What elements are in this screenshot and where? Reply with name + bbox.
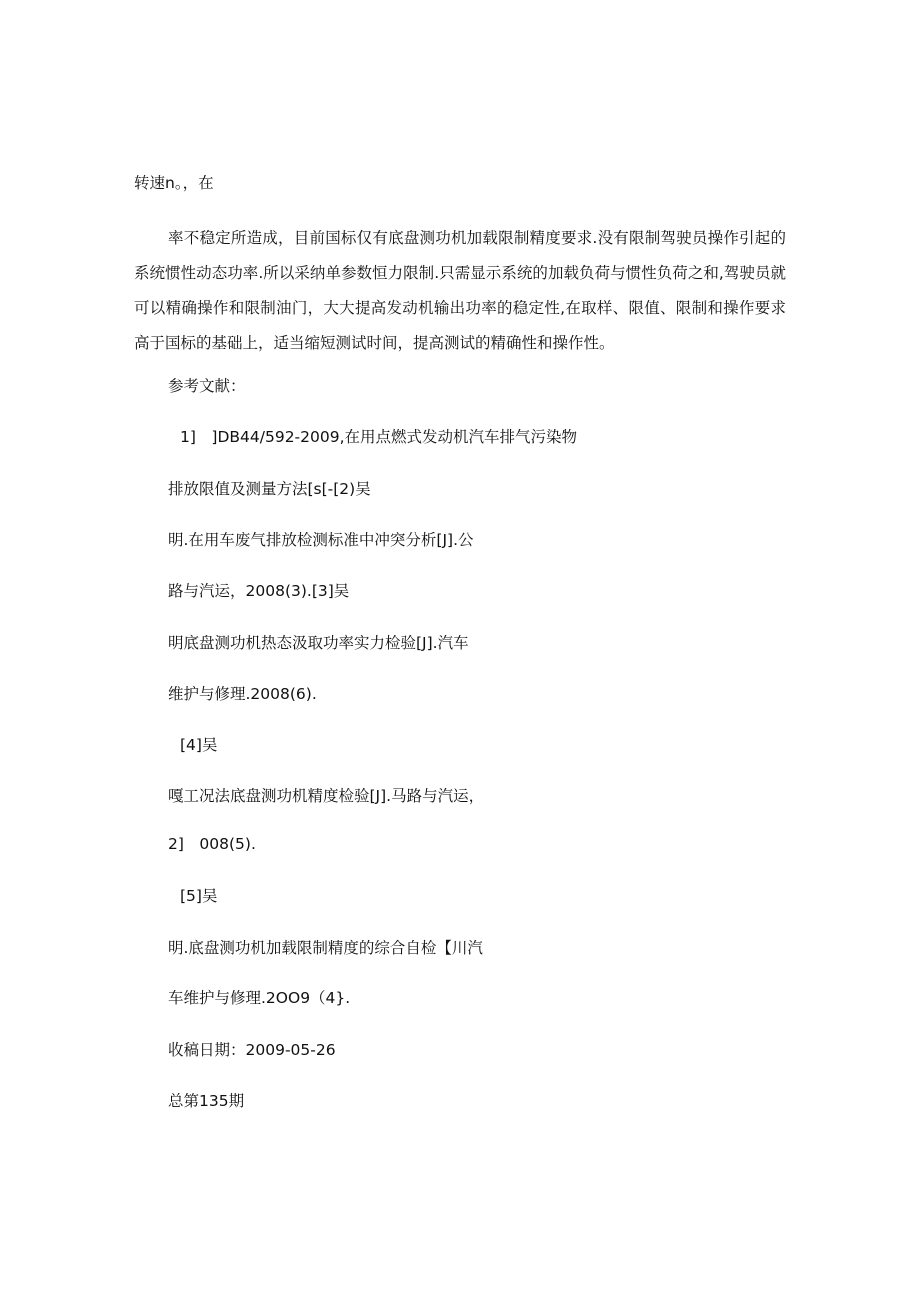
reference-line: 2] 008(5). bbox=[168, 835, 256, 853]
top-line: 转速n。，在 bbox=[134, 174, 214, 192]
references-heading: 参考文献： bbox=[168, 377, 246, 395]
reference-line: [5]吴 bbox=[180, 887, 218, 905]
reference-line: 明.底盘测功机加载限制精度的综合自检【川汽 bbox=[168, 939, 483, 957]
reference-line: 明.在用车废气排放检测标准中冲突分析[J].公 bbox=[168, 531, 474, 549]
reference-line: 车维护与修理.2OO9（4}. bbox=[168, 989, 351, 1007]
issue-number: 总第135期 bbox=[168, 1092, 245, 1110]
reference-line: 明底盘测功机热态汲取功率实力检验[J].汽车 bbox=[168, 634, 469, 652]
reference-line: [4]吴 bbox=[180, 736, 218, 754]
reference-line: 维护与修理.2008(6). bbox=[168, 685, 317, 703]
reference-line: 排放限值及测量方法[s[-[2)吴 bbox=[168, 480, 371, 498]
reference-line: 路与汽运，2008(3).[3]吴 bbox=[168, 582, 350, 600]
body-paragraph: 率不稳定所造成，目前国标仅有底盘测功机加载限制精度要求.没有限制驾驶员操作引起的系统惯性动态功率.所以采纳单参数恒力限制.只需显示系统的加载负荷与惯性负荷之和,驾驶员就可以精确操作和限制油门，大大提高发动机输出功率的稳定性,在取样、限值、限制和操作要求高于国标的基础上，适当缩短测试时间，提高测试的精确性和操作性。 bbox=[134, 229, 786, 352]
received-date: 收稿日期：2009-05-26 bbox=[168, 1041, 336, 1059]
reference-line: 1] ]DB44/592-2009,在用点燃式发动机汽车排气污染物 bbox=[180, 428, 578, 446]
reference-line: 嘎工况法底盘测功机精度检验[J].马路与汽运， bbox=[168, 787, 485, 805]
